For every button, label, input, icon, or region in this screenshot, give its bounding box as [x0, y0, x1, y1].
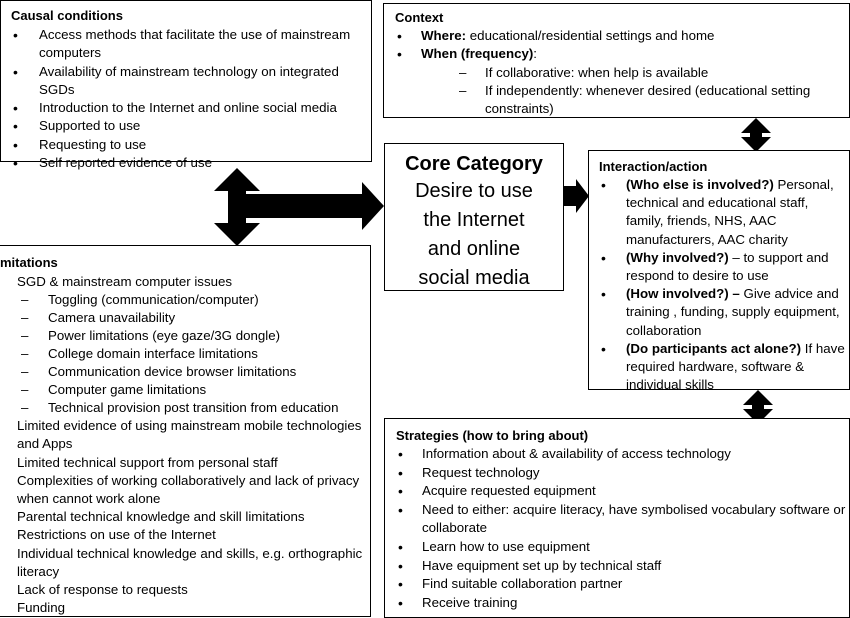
- where-text: educational/residential settings and home: [466, 28, 715, 43]
- list-item: – Computer game limitations: [48, 381, 370, 399]
- answer-text: Personal, technical and educational staff, family, friends, NHS, AAC manufacturers, AAC charity: [626, 177, 834, 247]
- core-category-line: and online: [427, 238, 521, 260]
- question-label: (How involved?) –: [626, 286, 740, 302]
- core-category-line: Desire to use: [415, 180, 533, 202]
- list-item: • Availability of mainstream technology on integrated SGDs: [11, 63, 371, 100]
- strategies-box: [384, 418, 850, 618]
- context-box: [383, 3, 850, 118]
- core-category-title: Core Category: [405, 153, 543, 175]
- interaction-list: [599, 176, 849, 394]
- sgd-issues-sublist: [48, 291, 370, 417]
- core-to-interaction-arrow: [564, 179, 589, 213]
- causal-conditions-title: Causal conditions: [11, 8, 123, 23]
- interaction-action-box: [588, 150, 850, 393]
- list-item: • Supported to use: [11, 117, 371, 135]
- list-item: • Request technology: [396, 464, 849, 483]
- list-item: [599, 285, 849, 340]
- answer-text: – to support and respond to desire to use: [626, 249, 829, 284]
- causal-conditions-list: [11, 26, 371, 172]
- list-item: – If collaborative: when help is available: [485, 64, 849, 82]
- list-item: • Access methods that facilitate the use of mainstream computers: [11, 26, 371, 63]
- core-category-line: social media: [418, 267, 530, 289]
- strategies-list: [396, 445, 849, 612]
- list-item: – Toggling (communication/computer): [48, 291, 370, 309]
- limitations-list-continued: [0, 417, 370, 617]
- list-item: • Self reported evidence of use: [11, 154, 371, 172]
- context-list: [395, 27, 849, 64]
- list-item: Restrictions on use of the Internet: [17, 527, 216, 543]
- list-item: • Receive training: [396, 594, 849, 613]
- list-item: – College domain interface limitations: [48, 345, 370, 363]
- list-item: • Requesting to use: [11, 136, 371, 154]
- answer-text: Give advice and training , funding, supply equipment, collaboration: [626, 286, 840, 338]
- when-sublist: [485, 64, 849, 118]
- list-item: Funding: [17, 600, 66, 616]
- list-item: – Power limitations (eye gaze/3G dongle): [48, 327, 370, 345]
- question-label: (Who else is involved?): [626, 177, 774, 192]
- list-item: • Need to either: acquire literacy, have symbolised vocabulary software or collaborate: [396, 501, 849, 538]
- limitations-box: [0, 245, 371, 617]
- causal-conditions-box: [0, 0, 372, 171]
- where-label: Where:: [421, 28, 467, 43]
- list-item: [599, 249, 849, 285]
- list-item: [395, 27, 849, 45]
- limitations-list: [0, 273, 370, 291]
- junction-to-core-arrow: [244, 182, 384, 230]
- list-item: [599, 340, 849, 395]
- list-item: • Find suitable collaboration partner: [396, 575, 849, 594]
- when-label: When (frequency): [421, 46, 534, 62]
- limitations-title: mitations: [0, 255, 58, 270]
- context-title: Context: [395, 10, 444, 25]
- list-item: – Communication device browser limitations: [48, 363, 370, 381]
- list-item: Limited evidence of using mainstream mobile technologies and Apps: [17, 418, 362, 452]
- question-label: (Why involved?): [626, 249, 729, 265]
- list-item: • Information about & availability of access technology: [396, 445, 849, 464]
- answer-text: If have required hardware, software & individual skills: [626, 340, 845, 393]
- list-item: Limited technical support from personal staff: [17, 454, 278, 470]
- when-suffix: :: [533, 46, 537, 62]
- list-item: • Introduction to the Internet and online social media: [11, 99, 371, 117]
- context-interaction-double-arrow: [741, 118, 771, 152]
- question-label: (Do participants act alone?): [626, 340, 802, 356]
- list-item: – Camera unavailability: [48, 309, 370, 327]
- list-item: – Technical provision post transition from education: [48, 399, 370, 417]
- list-item: Parental technical knowledge and skill limitations: [17, 509, 305, 525]
- list-item: • Have equipment set up by technical staff: [396, 557, 849, 576]
- list-item: [599, 176, 849, 249]
- list-item: SGD & mainstream computer issues: [17, 274, 233, 289]
- list-item: [395, 45, 849, 63]
- list-item: – If independently: whenever desired (educational setting constraints): [485, 82, 849, 118]
- list-item: Individual technical knowledge and skills, e.g. orthographic literacy: [17, 545, 363, 579]
- list-item: • Acquire requested equipment: [396, 482, 849, 501]
- core-category-line: the Internet: [423, 209, 525, 231]
- list-item: • Learn how to use equipment: [396, 538, 849, 557]
- list-item: Complexities of working collaboratively and lack of privacy when cannot work alone: [17, 472, 360, 507]
- list-item: Lack of response to requests: [17, 582, 188, 598]
- core-category-box: [384, 143, 564, 291]
- strategies-title: Strategies (how to bring about): [396, 428, 589, 443]
- interaction-action-title: Interaction/action: [599, 159, 708, 174]
